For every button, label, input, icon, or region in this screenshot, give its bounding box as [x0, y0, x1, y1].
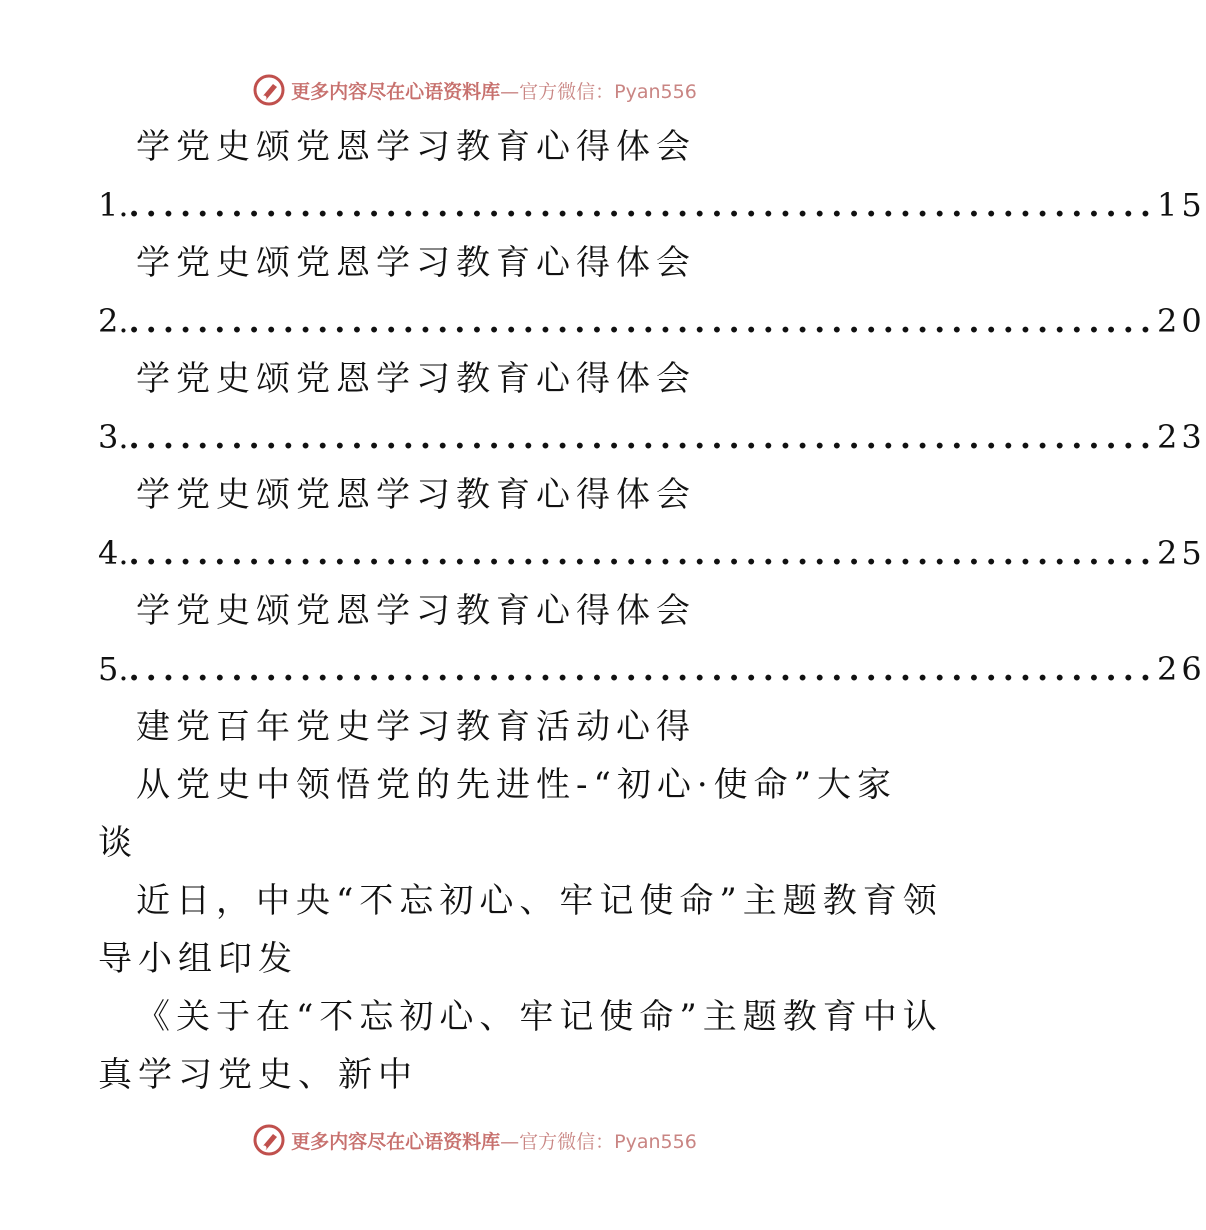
toc-entry-1[interactable] [98, 176, 1206, 234]
watermark-lead: 更多内容尽在心语资料库 [291, 80, 501, 103]
section-heading: 建党百年党史学习教育活动心得 [136, 707, 696, 747]
toc-leader-dots: ............................................................ [128, 302, 1157, 340]
toc-entry-5[interactable] [98, 640, 1206, 698]
watermark-tail: —官方微信：Pyan556 [500, 1130, 697, 1153]
toc-title-3: 学党史颂党恩学习教育心得体会 [136, 359, 696, 399]
toc-leader-dots: ............................................................ [128, 650, 1157, 688]
article-title-line1: 从党史中领悟党的先进性-“初心·使命”大家 [136, 765, 898, 805]
toc-number: 2. [98, 302, 129, 340]
toc-page-number: 26 [1156, 650, 1206, 688]
document-body [98, 118, 1206, 1104]
paragraph-2-line1: 《关于在“不忘初心、牢记使命”主题教育中认 [136, 997, 943, 1037]
pen-nib-icon [253, 74, 285, 106]
toc-number: 5. [98, 650, 129, 688]
toc-title-2: 学党史颂党恩学习教育心得体会 [136, 243, 696, 283]
toc-page-number: 20 [1156, 302, 1206, 340]
toc-number: 4. [98, 534, 129, 572]
pen-nib-icon [253, 1124, 285, 1156]
toc-title-5: 学党史颂党恩学习教育心得体会 [136, 591, 696, 631]
toc-page-number: 25 [1156, 534, 1206, 572]
toc-entry-2[interactable] [98, 292, 1206, 350]
watermark-tail: —官方微信：Pyan556 [500, 80, 697, 103]
toc-title-1: 学党史颂党恩学习教育心得体会 [136, 127, 696, 167]
paragraph-1-line2: 导小组印发 [98, 939, 298, 979]
toc-leader-dots: ............................................................ [128, 418, 1157, 456]
article-title-line2: 谈 [98, 823, 138, 863]
watermark-lead: 更多内容尽在心语资料库 [291, 1130, 501, 1153]
toc-leader-dots: ............................................................ [128, 186, 1157, 224]
toc-page-number: 23 [1156, 418, 1206, 456]
toc-number: 3. [98, 418, 129, 456]
toc-title-4: 学党史颂党恩学习教育心得体会 [136, 475, 696, 515]
toc-page-number: 15 [1156, 186, 1206, 224]
footer-watermark [0, 1120, 950, 1160]
header-watermark [0, 70, 950, 110]
toc-leader-dots: ............................................................ [128, 534, 1157, 572]
toc-number: 1. [98, 186, 129, 224]
toc-entry-3[interactable] [98, 408, 1206, 466]
paragraph-2-line2: 真学习党史、新中 [98, 1055, 418, 1095]
paragraph-1-line1: 近日，中央“不忘初心、牢记使命”主题教育领 [136, 881, 943, 921]
toc-entry-4[interactable] [98, 524, 1206, 582]
